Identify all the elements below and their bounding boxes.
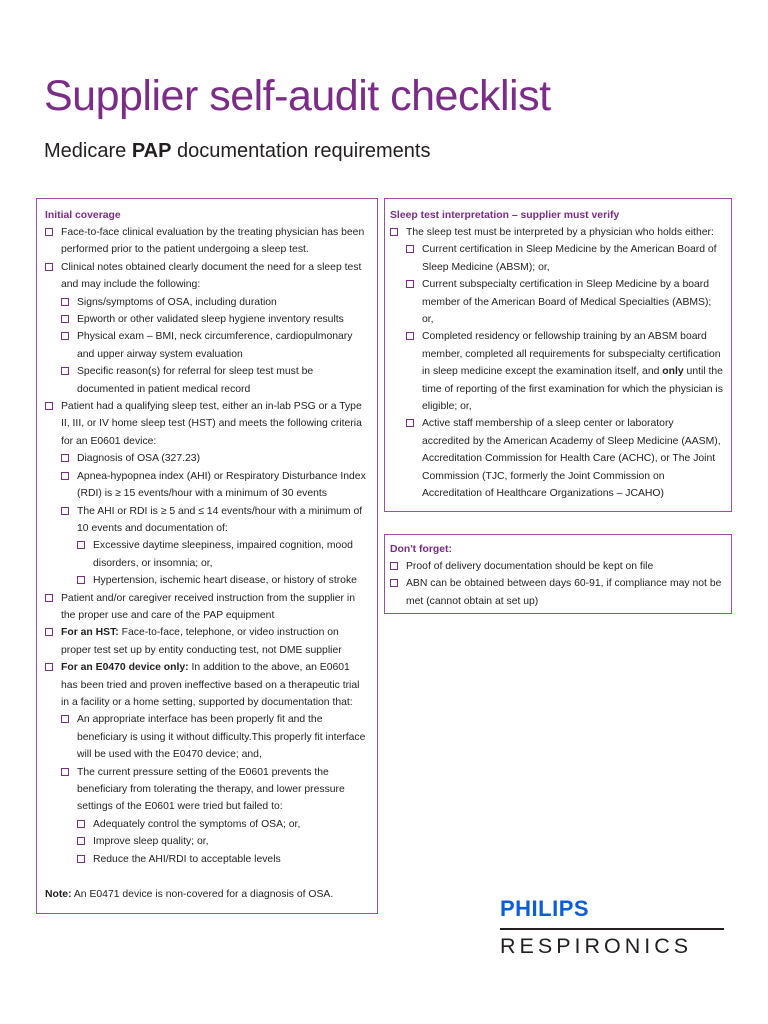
checklist-subitem[interactable]: Active staff membership of a sleep center or laboratory accredited by the American Academy of Sleep Medicine (AASM), Accreditation Commission for Health Care (ACHC), or The Joint Commission (TJC, formerly the Joint Commission on Accreditation of Healthcare Organizations – JCAHO) [390, 415, 723, 502]
checklist-subsubitem[interactable]: Excessive daytime sleepiness, impaired cognition, mood disorders, or insomnia; or, [45, 537, 369, 572]
dont-forget-section [384, 534, 732, 614]
checkbox[interactable] [390, 562, 398, 570]
checkbox[interactable] [390, 228, 398, 236]
checklist-subitem[interactable]: An appropriate interface has been properly fit and the beneficiary is using it without difficulty.This properly fit interface will be used with the E0470 device; and, [45, 711, 369, 763]
checkbox[interactable] [61, 298, 69, 306]
page-title: Supplier self-audit checklist [44, 72, 551, 120]
checklist-subitem[interactable]: The AHI or RDI is ≥ 5 and ≤ 14 events/hour with a minimum of 10 events and documentation of: [45, 503, 369, 538]
checkbox[interactable] [390, 579, 398, 587]
sleep-test-interpretation-section [384, 198, 732, 512]
checkbox[interactable] [77, 576, 85, 584]
checkbox[interactable] [45, 594, 53, 602]
checkbox[interactable] [406, 332, 414, 340]
checkbox[interactable] [61, 454, 69, 462]
checkbox[interactable] [406, 245, 414, 253]
section-heading: Sleep test interpretation – supplier must verify [390, 210, 620, 221]
checklist-item[interactable]: Clinical notes obtained clearly document the need for a sleep test and may include the following: [45, 259, 369, 294]
initial-coverage-section [36, 198, 378, 914]
checkbox[interactable] [61, 367, 69, 375]
note: Note: An E0471 device is non-covered for a diagnosis of OSA. [45, 889, 334, 901]
checkbox[interactable] [45, 228, 53, 236]
checkbox[interactable] [77, 820, 85, 828]
checkbox[interactable] [45, 263, 53, 271]
checklist-subsubitem[interactable]: Improve sleep quality; or, [45, 833, 369, 850]
checkbox[interactable] [77, 541, 85, 549]
checklist-subitem[interactable]: Completed residency or fellowship training by an ABSM board member, completed all requirements for subspecialty certification in sleep medicine except the examination itself, and only until the time of reporting of the first examination for which the physician is eligible; or, [390, 328, 723, 415]
checklist-subsubitem[interactable]: Reduce the AHI/RDI to acceptable levels [45, 851, 369, 868]
checklist-subitem[interactable]: Apnea-hypopnea index (AHI) or Respiratory Disturbance Index (RDI) is ≥ 15 events/hour with a minimum of 30 events [45, 468, 369, 503]
checklist-item[interactable]: Patient and/or caregiver received instruction from the supplier in the proper use and care of the PAP equipment [45, 590, 369, 625]
logo-divider [500, 928, 724, 930]
page-subtitle: Medicare PAP documentation requirements [44, 140, 431, 162]
checkbox[interactable] [45, 663, 53, 671]
checklist-subsubitem[interactable]: Adequately control the symptoms of OSA; or, [45, 816, 369, 833]
checkbox[interactable] [77, 855, 85, 863]
checkbox[interactable] [61, 715, 69, 723]
section-heading: Initial coverage [45, 210, 121, 221]
checklist-subsubitem[interactable]: Hypertension, ischemic heart disease, or history of stroke [45, 572, 369, 589]
checkbox[interactable] [61, 332, 69, 340]
checkbox[interactable] [406, 419, 414, 427]
checklist-item[interactable]: ABN can be obtained between days 60-91, if compliance may not be met (cannot obtain at set up) [390, 575, 723, 610]
checklist-subitem[interactable]: Diagnosis of OSA (327.23) [45, 450, 369, 467]
checklist-item[interactable]: Patient had a qualifying sleep test, either an in-lab PSG or a Type II, III, or IV home sleep test (HST) and meets the following criteria for an E0601 device: [45, 398, 369, 450]
checklist-subitem[interactable]: Physical exam – BMI, neck circumference, cardiopulmonary and upper airway system evaluation [45, 328, 369, 363]
checklist-item[interactable]: For an HST: Face-to-face, telephone, or video instruction on proper test set up by entity conducting test, not DME supplier [45, 624, 369, 659]
checklist-item[interactable]: Face-to-face clinical evaluation by the treating physician has been performed prior to the patient undergoing a sleep test. [45, 224, 369, 259]
checkbox[interactable] [61, 768, 69, 776]
checklist-item[interactable]: Proof of delivery documentation should be kept on file [390, 558, 723, 575]
philips-respironics-logo [500, 896, 730, 959]
checklist-item[interactable]: For an E0470 device only: In addition to the above, an E0601 has been tried and proven ineffective based on a therapeutic trial in a facility or a home setting, supported by documentation that: [45, 659, 369, 711]
respironics-wordmark: RESPIRONICS [500, 933, 693, 958]
checklist-subitem[interactable]: Current certification in Sleep Medicine by the American Board of Sleep Medicine (ABSM); or, [390, 241, 723, 276]
checklist-subitem[interactable]: Signs/symptoms of OSA, including duration [45, 294, 369, 311]
philips-wordmark: PHILIPS [500, 896, 590, 921]
checklist-item[interactable]: The sleep test must be interpreted by a physician who holds either: [390, 224, 723, 241]
checkbox[interactable] [61, 507, 69, 515]
checkbox[interactable] [406, 280, 414, 288]
checkbox[interactable] [45, 628, 53, 636]
checkbox[interactable] [45, 402, 53, 410]
checklist-subitem[interactable]: Specific reason(s) for referral for sleep test must be documented in patient medical record [45, 363, 369, 398]
checklist-subitem[interactable]: The current pressure setting of the E0601 prevents the beneficiary from tolerating the therapy, and lower pressure settings of the E0601 were tried but failed to: [45, 764, 369, 816]
checklist-subitem[interactable]: Current subspecialty certification in Sleep Medicine by a board member of the American Board of Medical Specialties (ABMS); or, [390, 276, 723, 328]
checklist-subitem[interactable]: Epworth or other validated sleep hygiene inventory results [45, 311, 369, 328]
section-heading: Don't forget: [390, 544, 452, 555]
checkbox[interactable] [77, 837, 85, 845]
checkbox[interactable] [61, 472, 69, 480]
checkbox[interactable] [61, 315, 69, 323]
